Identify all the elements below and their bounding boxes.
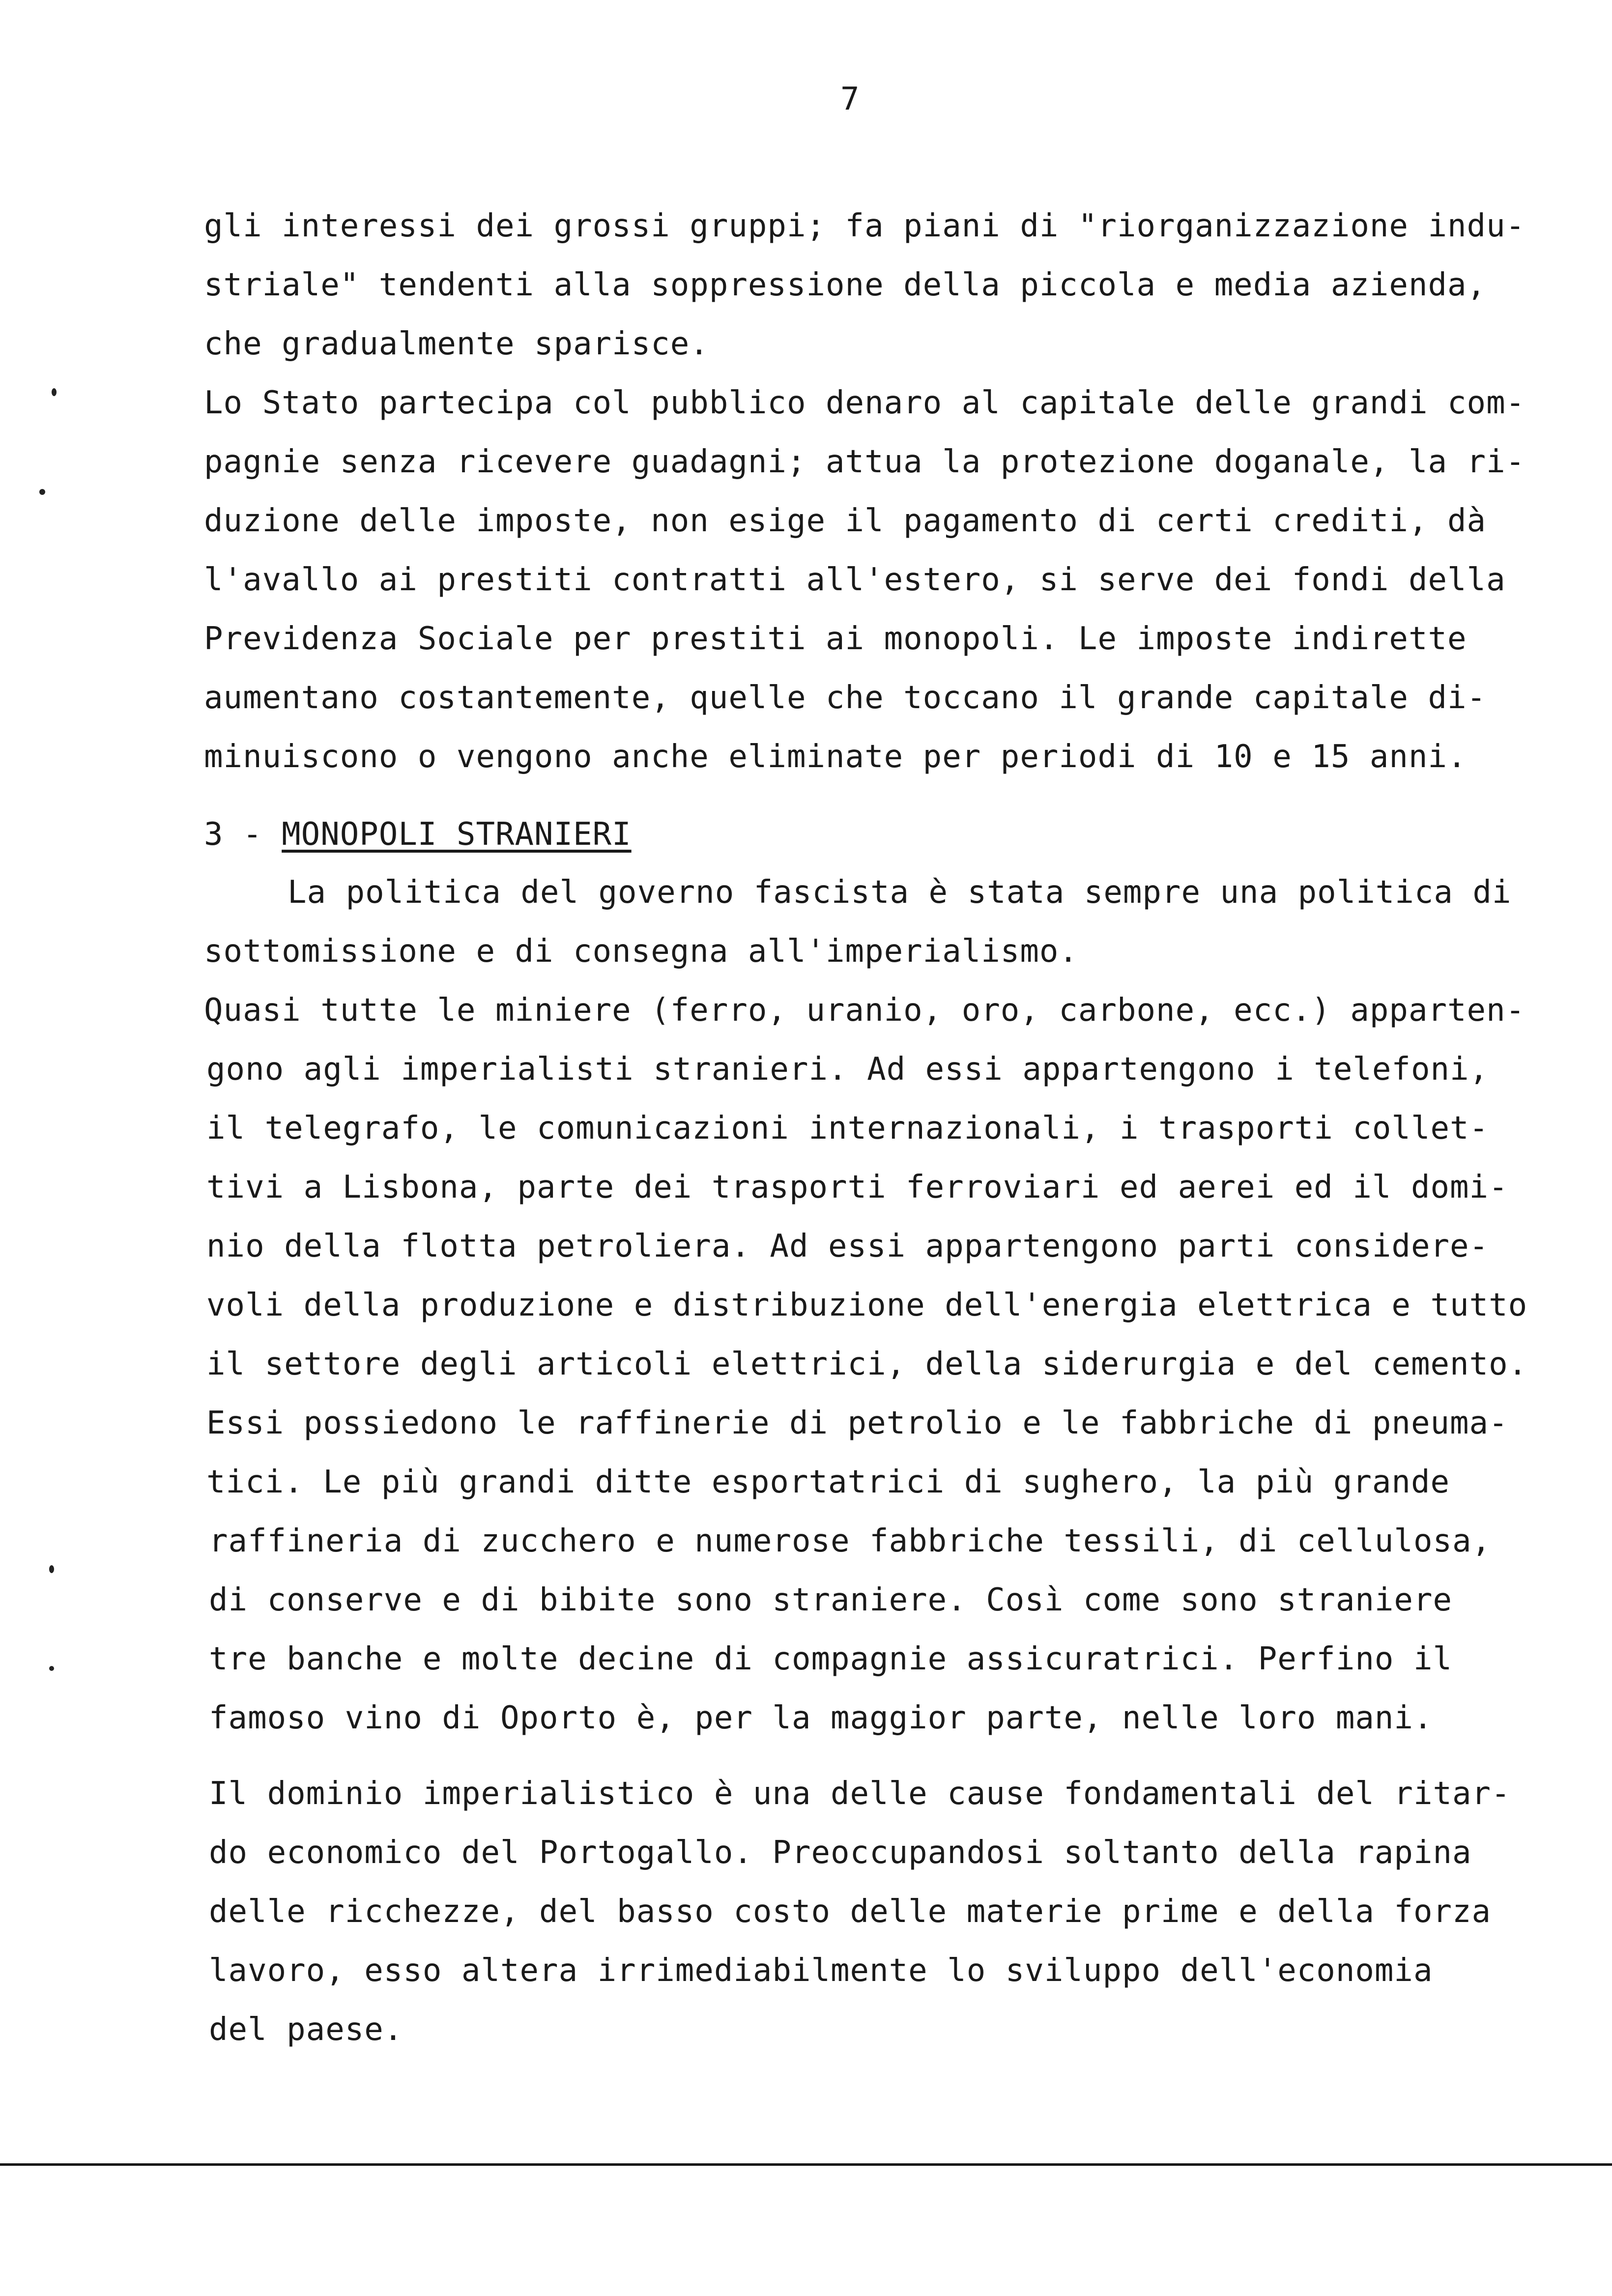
scan-speck xyxy=(39,489,45,495)
text-line: duzione delle imposte, non esige il pagamento di certi crediti, dà xyxy=(204,503,1487,539)
text-line: famoso vino di Oporto è, per la maggior parte, nelle loro mani. xyxy=(209,1700,1433,1736)
text-line: gli interessi dei grossi gruppi; fa piani di "riorganizzazione indu- xyxy=(204,208,1526,244)
text-line: do economico del Portogallo. Preoccupandosi soltanto della rapina xyxy=(209,1835,1472,1871)
section-heading xyxy=(204,815,632,854)
text-line: Quasi tutte le miniere (ferro, uranio, oro, carbone, ecc.) apparten- xyxy=(204,992,1526,1029)
text-line: lavoro, esso altera irrimediabilmente lo sviluppo dell'economia xyxy=(209,1952,1433,1989)
text-line: raffineria di zucchero e numerose fabbriche tessili, di cellulosa, xyxy=(209,1523,1492,1559)
scan-speck xyxy=(49,1666,54,1671)
text-line: il settore degli articoli elettrici, della siderurgia e del cemento. xyxy=(206,1346,1528,1382)
text-line: striale" tendenti alla soppressione della piccola e media azienda, xyxy=(204,267,1487,303)
text-line: Essi possiedono le raffinerie di petrolio e le fabbriche di pneuma- xyxy=(206,1405,1508,1441)
text-line: il telegrafo, le comunicazioni internazionali, i trasporti collet- xyxy=(206,1110,1489,1147)
text-line: tici. Le più grandi ditte esportatrici di sughero, la più grande xyxy=(206,1464,1450,1500)
page-bottom-rule xyxy=(0,2163,1612,2166)
text-line: tivi a Lisbona, parte dei trasporti ferroviari ed aerei ed il domi- xyxy=(206,1169,1508,1205)
text-line: nio della flotta petroliera. Ad essi appartengono parti considere- xyxy=(206,1228,1489,1264)
text-line: La politica del governo fascista è stata sempre una politica di xyxy=(288,874,1512,911)
text-line: di conserve e di bibite sono straniere. Così come sono straniere xyxy=(209,1582,1452,1618)
section-number: 3 - xyxy=(204,816,262,853)
text-line: sottomissione e di consegna all'imperialismo. xyxy=(204,933,1078,970)
text-line: Il dominio imperialistico è una delle cause fondamentali del ritar- xyxy=(209,1776,1511,1812)
scan-speck xyxy=(49,1565,54,1573)
scan-speck xyxy=(52,388,57,396)
text-line: del paese. xyxy=(209,2011,403,2048)
text-line: voli della produzione e distribuzione dell'energia elettrica e tutto xyxy=(206,1287,1528,1323)
text-line: l'avallo ai prestiti contratti all'estero, si serve dei fondi della xyxy=(204,562,1506,598)
text-line: tre banche e molte decine di compagnie assicuratrici. Perfino il xyxy=(209,1641,1452,1677)
text-line: gono agli imperialisti stranieri. Ad essi appartengono i telefoni, xyxy=(206,1051,1489,1088)
text-line: minuiscono o vengono anche eliminate per periodi di 10 e 15 anni. xyxy=(204,739,1467,775)
text-line: pagnie senza ricevere guadagni; attua la protezione doganale, la ri- xyxy=(204,444,1526,480)
page-number: 7 xyxy=(840,81,860,117)
text-line: delle ricchezze, del basso costo delle materie prime e della forza xyxy=(209,1894,1492,1930)
text-line: Previdenza Sociale per prestiti ai monopoli. Le imposte indirette xyxy=(204,621,1467,657)
text-line: Lo Stato partecipa col pubblico denaro al capitale delle grandi com- xyxy=(204,385,1526,421)
text-line: aumentano costantemente, quelle che toccano il grande capitale di- xyxy=(204,680,1487,716)
text-line: che gradualmente sparisce. xyxy=(204,326,709,362)
section-title: MONOPOLI STRANIERI xyxy=(282,816,632,853)
